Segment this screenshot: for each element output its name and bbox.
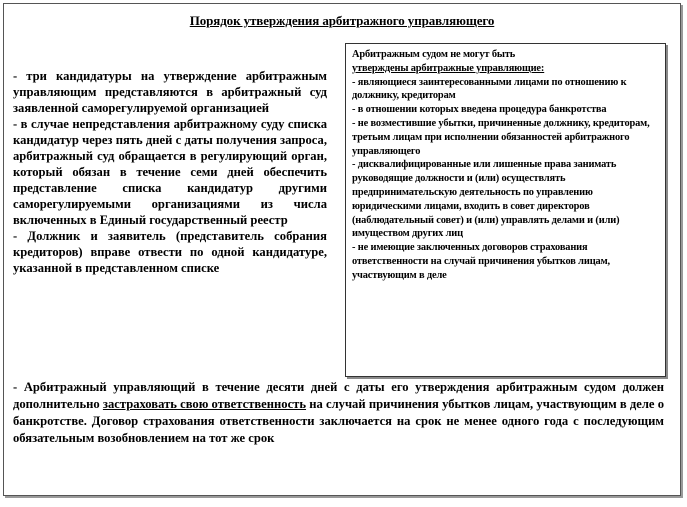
- left-item: - Должник и заявитель (представитель собрания кредиторов) вправе отвести по одной кандидатуре, указанной в представленном списке: [13, 229, 327, 275]
- restrictions-box: [345, 43, 666, 377]
- box-item: - являющиеся заинтересованными лицами по отношению к должнику, кредиторам: [352, 76, 627, 102]
- bottom-text-part1: - Арбитражный управляющий в течение десяти дней с даты его утверждения арбитражным судом должен дополнительно: [13, 380, 664, 411]
- box-heading-line2: утверждены арбитражные управляющие:: [352, 62, 545, 74]
- box-item: - не имеющие заключенных договоров страхования ответственности на случай причинения убытков лицам, участвующим в деле: [352, 242, 610, 281]
- page-title: Порядок утверждения арбитражного управляющего: [189, 13, 495, 28]
- box-item: - в отношении которых введена процедура банкротства: [352, 104, 607, 116]
- bottom-paragraph: [13, 379, 664, 447]
- diagram-frame: [3, 3, 681, 496]
- left-item: - три кандидатуры на утверждение арбитражным управляющим представляются в арбитражный суд заявленной саморегулируемой организацией: [13, 69, 327, 115]
- left-item: - в случае непредставления арбитражному суду списка кандидатур через пять дней с даты получения запроса, арбитражный суд обращается в регулирующий орган, который обязан в течение семи дней обеспечить представление списка кандидатур другими саморегулируемыми организациями из числа включенных в Единый государственный реестр: [13, 117, 327, 227]
- box-heading-line1: Арбитражным судом не могут быть: [352, 49, 516, 60]
- box-item: - дисквалифицированные или лишенные права занимать руководящие должности и (или) осуществлять предпринимательскую деятельность по управлению юридическими лицами, входить в совет директоров (наблюдательный совет) и (или) управлять делами и (или) имуществом других лиц: [352, 159, 620, 240]
- bottom-underlined-text: застраховать свою ответственность: [102, 397, 307, 411]
- box-item: - не возместившие убытки, причиненные должнику, кредиторам, третьим лицам при исполнении обязанностей арбитражного управляющего: [352, 117, 650, 157]
- left-column: [13, 68, 327, 276]
- bottom-text-part2: на случай причинения убытков лицам, участвующим в деле о банкротстве. Договор страхования ответственности заключается на срок не менее одного года с последующим обязательным возобновлением на тот же срок: [13, 397, 664, 445]
